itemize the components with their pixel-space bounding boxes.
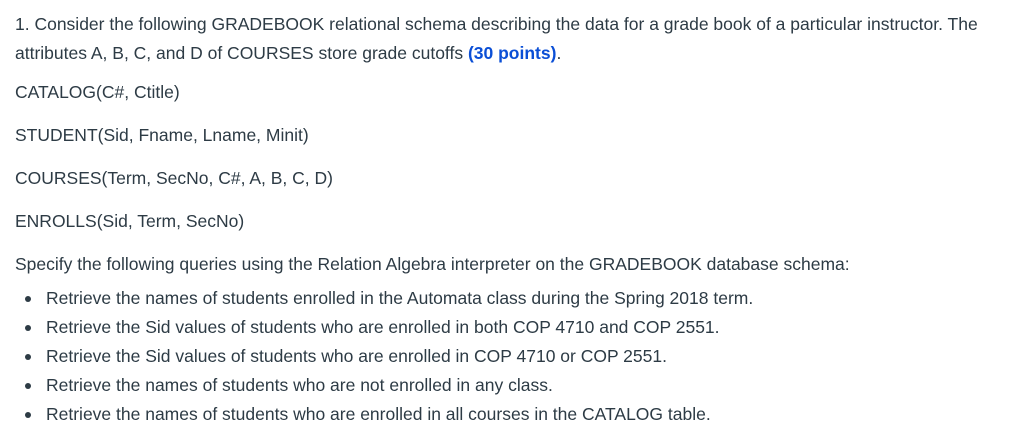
query-text: Retrieve the names of students who are not enrolled in any class.: [46, 375, 553, 395]
question-intro-text: 1. Consider the following GRADEBOOK relational schema describing the data for a grade book of a particular instructor. The attributes A, B, C, and D of COURSES store grade cutoffs: [15, 14, 978, 63]
schema-courses: COURSES(Term, SecNo, C#, A, B, C, D): [15, 168, 333, 188]
bullet-icon: [25, 383, 31, 389]
query-item: [15, 313, 1010, 342]
schema-enrolls: ENROLLS(Sid, Term, SecNo): [15, 211, 245, 231]
query-item: [15, 342, 1010, 371]
query-text: Retrieve the names of students who are enrolled in all courses in the CATALOG table.: [46, 404, 711, 424]
query-item: [15, 284, 1010, 313]
question-intro: [15, 10, 1010, 68]
points-label: (30 points): [467, 43, 557, 63]
instruction-text: Specify the following queries using the Relation Algebra interpreter on the GRADEBOOK database schema:: [15, 254, 850, 274]
query-text: Retrieve the Sid values of students who are enrolled in both COP 4710 and COP 2551.: [46, 317, 720, 337]
bullet-icon: [25, 325, 31, 331]
query-text: Retrieve the names of students enrolled in the Automata class during the Spring 2018 term.: [46, 288, 754, 308]
schema-student: STUDENT(Sid, Fname, Lname, Minit): [15, 125, 309, 145]
query-item: [15, 400, 1010, 429]
query-text: Retrieve the Sid values of students who are enrolled in COP 4710 or COP 2551.: [46, 346, 667, 366]
bullet-icon: [25, 412, 31, 418]
schema-catalog: CATALOG(C#, Ctitle): [15, 82, 180, 102]
bullet-icon: [25, 296, 31, 302]
bullet-icon: [25, 354, 31, 360]
points-trailing-period: .: [556, 43, 562, 63]
query-list: [15, 284, 1010, 429]
question-content: [15, 10, 1010, 429]
query-item: [15, 371, 1010, 400]
